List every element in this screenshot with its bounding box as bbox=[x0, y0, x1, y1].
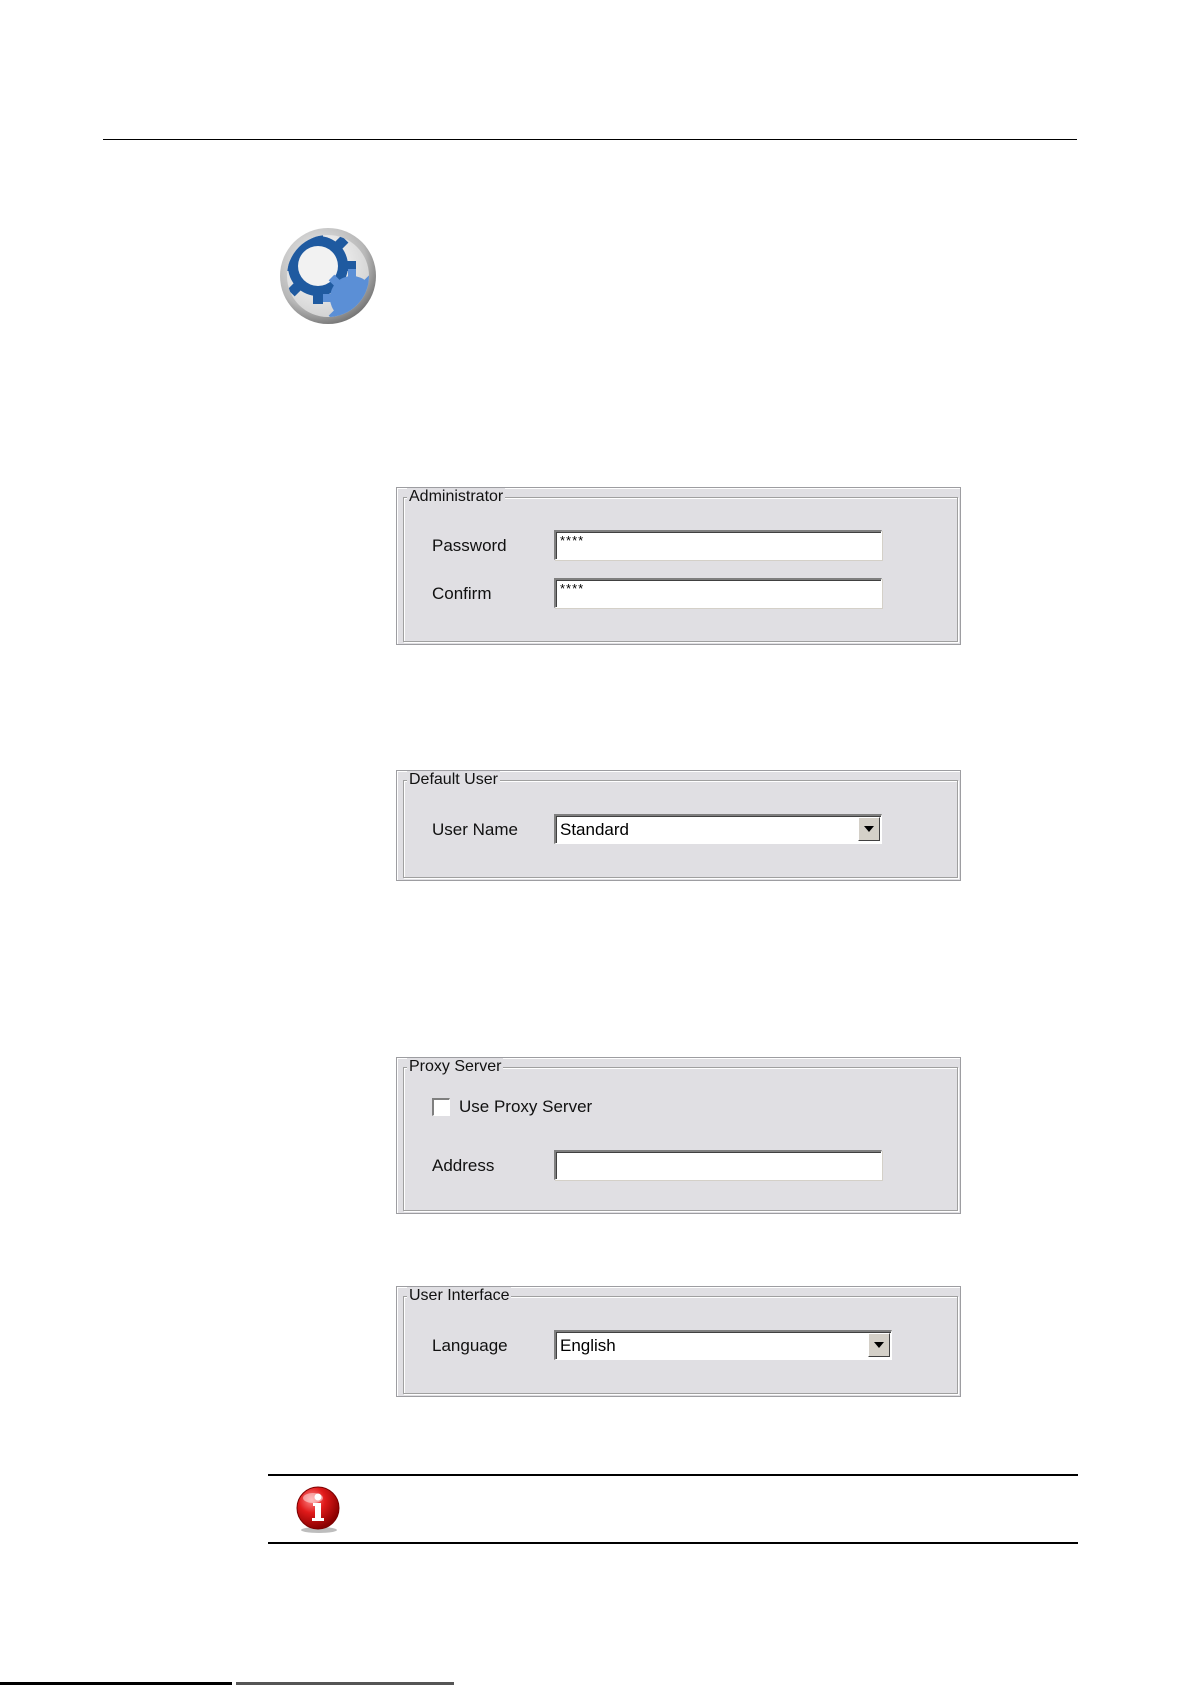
proxy-server-group bbox=[396, 1057, 961, 1214]
address-label: Address bbox=[432, 1156, 495, 1175]
user-interface-legend: User Interface bbox=[409, 1287, 510, 1304]
proxy-server-legend: Proxy Server bbox=[409, 1058, 502, 1075]
language-label: Language bbox=[432, 1336, 508, 1355]
password-label: Password bbox=[432, 536, 507, 555]
language-select[interactable] bbox=[554, 1330, 892, 1360]
header-rule bbox=[103, 139, 1077, 140]
user-name-value: Standard bbox=[560, 820, 629, 839]
info-icon bbox=[292, 1484, 344, 1536]
chevron-down-icon[interactable] bbox=[858, 817, 880, 841]
address-field[interactable] bbox=[554, 1150, 882, 1180]
confirm-label: Confirm bbox=[432, 584, 492, 603]
gear-icon bbox=[278, 226, 378, 326]
user-interface-group bbox=[396, 1286, 961, 1397]
use-proxy-checkbox[interactable] bbox=[432, 1098, 450, 1116]
chevron-down-icon[interactable] bbox=[868, 1333, 890, 1357]
administrator-group bbox=[396, 487, 961, 645]
language-value: English bbox=[560, 1336, 616, 1355]
note-top-rule bbox=[268, 1474, 1078, 1476]
user-name-label: User Name bbox=[432, 820, 518, 839]
user-name-select[interactable] bbox=[554, 814, 882, 844]
default-user-legend: Default User bbox=[409, 771, 498, 788]
note-bottom-rule bbox=[268, 1542, 1078, 1544]
administrator-legend: Administrator bbox=[409, 488, 504, 505]
confirm-field[interactable]: **** bbox=[554, 578, 882, 608]
use-proxy-label: Use Proxy Server bbox=[459, 1097, 593, 1116]
default-user-group bbox=[396, 770, 961, 881]
password-field[interactable]: **** bbox=[554, 530, 882, 560]
